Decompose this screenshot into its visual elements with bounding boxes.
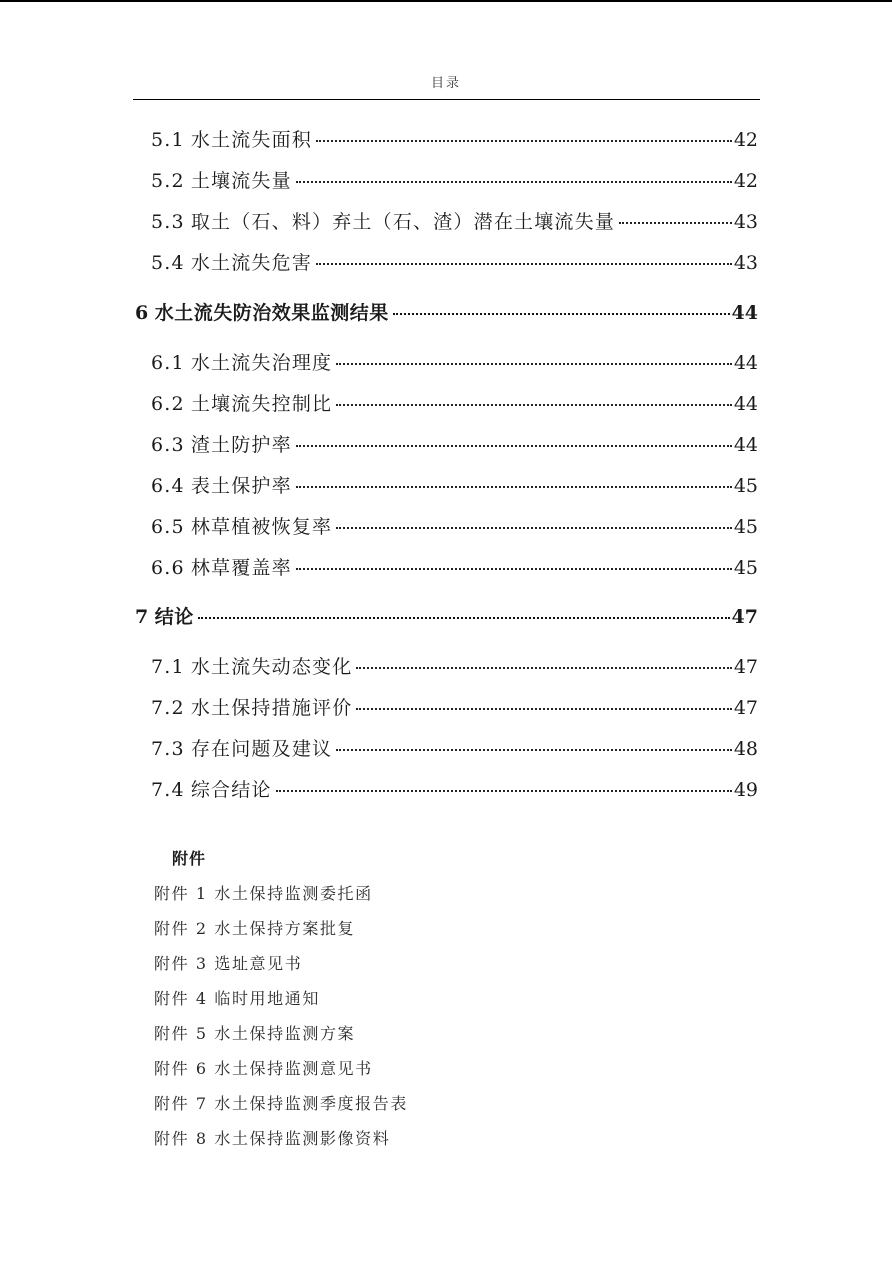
toc-entry-number: 6.1 <box>151 352 185 374</box>
toc-entry-number: 6.5 <box>151 516 185 538</box>
toc-entry-number: 6.6 <box>151 557 185 579</box>
toc-entry-number: 6.3 <box>151 434 185 456</box>
toc-entry-label: 渣土防护率 <box>190 434 292 456</box>
toc-entry-number: 7.2 <box>151 697 185 719</box>
attachment-item-8[interactable]: 附件 8 水土保持监测影像资料 <box>154 1129 391 1148</box>
toc-entry-6-3[interactable] <box>151 430 758 457</box>
toc-dot-leader <box>336 527 732 529</box>
attachment-item-1[interactable]: 附件 1 水土保持监测委托函 <box>154 884 373 903</box>
toc-entry-5-3[interactable] <box>151 207 758 234</box>
toc-entry-label: 水土流失治理度 <box>190 352 333 374</box>
toc-dot-leader <box>296 486 732 488</box>
toc-entry-page: 43 <box>733 211 758 233</box>
toc-entry-label: 水土流失面积 <box>190 129 313 151</box>
toc-dot-leader <box>393 313 730 315</box>
toc-entry-label: 水土流失动态变化 <box>190 656 353 678</box>
toc-dot-leader <box>316 140 732 142</box>
toc-entry-number: 6.4 <box>151 475 185 497</box>
toc-entry-6-4[interactable] <box>151 471 758 498</box>
toc-entry-6-1[interactable] <box>151 348 758 375</box>
toc-entry-number: 6.2 <box>151 393 185 415</box>
toc-entry-5-4[interactable] <box>151 248 758 275</box>
toc-entry-7-2[interactable] <box>151 693 758 720</box>
toc-dot-leader <box>296 181 732 183</box>
toc-entry-page: 48 <box>733 738 758 760</box>
toc-entry-number: 5.3 <box>151 211 185 233</box>
toc-entry-label: 取土（石、料）弃土（石、渣）潜在土壤流失量 <box>190 211 616 233</box>
toc-entry-number: 6 <box>135 302 149 324</box>
toc-entry-number: 5.1 <box>151 129 185 151</box>
toc-entry-page: 45 <box>733 475 758 497</box>
toc-entry-number: 5.4 <box>151 252 185 274</box>
toc-entry-page: 49 <box>733 779 758 801</box>
toc-entry-5-1[interactable] <box>151 125 758 152</box>
toc-entry-page: 44 <box>733 352 758 374</box>
toc-entry-page: 47 <box>731 606 758 628</box>
toc-entry-label: 综合结论 <box>190 779 272 801</box>
toc-entry-page: 47 <box>733 697 758 719</box>
toc-dot-leader <box>356 667 731 669</box>
header-divider <box>133 99 760 100</box>
page-header-title: 目录 <box>430 76 461 91</box>
attachment-item-5[interactable]: 附件 5 水土保持监测方案 <box>154 1024 356 1043</box>
toc-dot-leader <box>619 222 732 224</box>
toc-dot-leader <box>336 363 732 365</box>
toc-entry-page: 43 <box>733 252 758 274</box>
toc-entry-label: 土壤流失控制比 <box>190 393 333 415</box>
toc-entry-page: 45 <box>733 557 758 579</box>
attachment-item-4[interactable]: 附件 4 临时用地通知 <box>154 989 320 1008</box>
toc-chapter-6[interactable] <box>135 298 758 325</box>
toc-dot-leader <box>198 617 730 619</box>
toc-entry-label: 存在问题及建议 <box>190 738 333 760</box>
toc-entry-label: 土壤流失量 <box>190 170 292 192</box>
toc-entry-page: 45 <box>733 516 758 538</box>
toc-entry-label: 林草植被恢复率 <box>190 516 333 538</box>
attachment-item-7[interactable]: 附件 7 水土保持监测季度报告表 <box>154 1094 408 1113</box>
toc-entry-label: 水土流失防治效果监测结果 <box>154 302 389 324</box>
toc-entry-page: 44 <box>731 302 758 324</box>
toc-entry-6-6[interactable] <box>151 553 758 580</box>
toc-entry-page: 44 <box>733 393 758 415</box>
toc-entry-label: 水土流失危害 <box>190 252 313 274</box>
toc-entry-6-2[interactable] <box>151 389 758 416</box>
toc-dot-leader <box>336 749 732 751</box>
attachment-item-6[interactable]: 附件 6 水土保持监测意见书 <box>154 1059 373 1078</box>
toc-entry-7-1[interactable] <box>151 652 758 679</box>
toc-entry-6-5[interactable] <box>151 512 758 539</box>
toc-entry-page: 42 <box>733 129 758 151</box>
toc-entry-label: 林草覆盖率 <box>190 557 292 579</box>
toc-entry-page: 42 <box>733 170 758 192</box>
toc-chapter-7[interactable] <box>135 602 758 629</box>
toc-dot-leader <box>296 568 732 570</box>
toc-entry-label: 结论 <box>154 606 194 628</box>
toc-entry-number: 5.2 <box>151 170 185 192</box>
attachment-item-3[interactable]: 附件 3 选址意见书 <box>154 954 303 973</box>
toc-entry-7-3[interactable] <box>151 734 758 761</box>
toc-entry-label: 表土保护率 <box>190 475 292 497</box>
toc-dot-leader <box>336 404 732 406</box>
toc-entry-number: 7.1 <box>151 656 185 678</box>
toc-entry-page: 44 <box>733 434 758 456</box>
toc-entry-number: 7 <box>135 606 149 628</box>
toc-entry-label: 水土保持措施评价 <box>190 697 353 719</box>
toc-entry-number: 7.3 <box>151 738 185 760</box>
toc-dot-leader <box>276 790 732 792</box>
toc-entry-page: 47 <box>733 656 758 678</box>
toc-dot-leader <box>356 708 731 710</box>
toc-dot-leader <box>316 263 732 265</box>
page-top-border <box>0 0 892 2</box>
attachment-item-2[interactable]: 附件 2 水土保持方案批复 <box>154 919 356 938</box>
toc-entry-5-2[interactable] <box>151 166 758 193</box>
toc-dot-leader <box>296 445 732 447</box>
toc-entry-number: 7.4 <box>151 779 185 801</box>
toc-entry-7-4[interactable] <box>151 775 758 802</box>
attachments-heading: 附件 <box>172 849 207 868</box>
